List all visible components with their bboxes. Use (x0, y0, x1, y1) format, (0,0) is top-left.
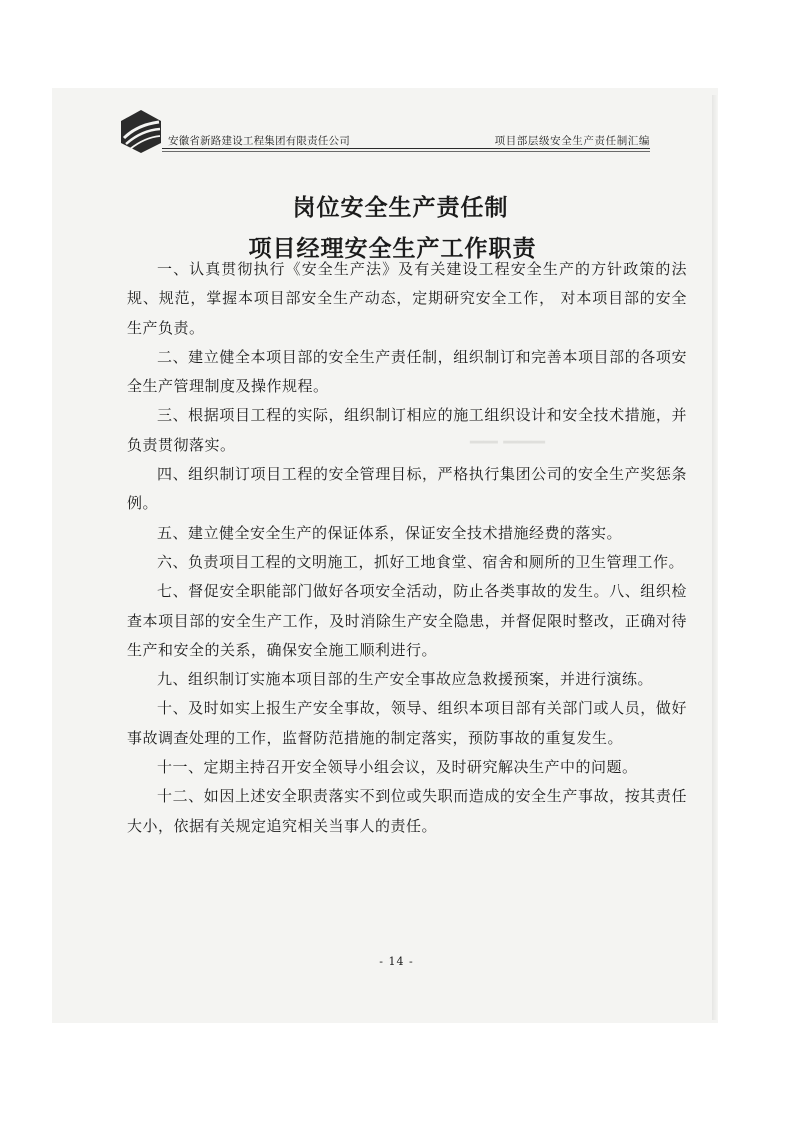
document-header (118, 108, 650, 154)
duty-paragraph: 十二、如因上述安全职责落实不到位或失职而造成的安全生产事故，按其责任大小，依据有关规定追究相关当事人的责任。 (127, 787, 687, 835)
duty-paragraph: 一、认真贯彻执行《安全生产法》及有关建设工程安全生产的方针政策的法规、规范，掌握本项目部安全生产动态，定期研究安全工作， 对本项目部的安全生产负责。 (127, 260, 687, 337)
reverse-side-bleed: ▁▁ ▁▁▁ (470, 423, 545, 444)
document-series-title: 项目部层级安全生产责任制汇编 (494, 135, 650, 147)
duty-paragraph: 十、及时如实上报生产安全事故，领导、组织本项目部有关部门或人员，做好事故调查处理的工作，监督防范措施的制定落实，预防事故的重复发生。 (127, 699, 687, 747)
duty-paragraph: 五、建立健全安全生产的保证体系，保证安全技术措施经费的落实。 (157, 523, 623, 542)
document-title: 岗位安全生产责任制 (292, 194, 509, 222)
header-divider (162, 148, 650, 149)
section-title: 项目经理安全生产工作职责 (248, 235, 537, 263)
duty-paragraph: 三、根据项目工程的实际，组织制订相应的施工组织设计和安全技术措施，并负责贯彻落实。 (127, 406, 687, 454)
duty-paragraph: 七、督促安全职能部门做好各项安全活动，防止各类事故的发生。八、组织检查本项目部的安全生产工作，及时消除生产安全隐患，并督促限时整改，正确对待生产和安全的关系，确保安全施工顺利进行。 (127, 582, 687, 659)
duty-paragraph: 六、负责项目工程的文明施工，抓好工地食堂、宿舍和厕所的卫生管理工作。 (157, 552, 685, 571)
duty-paragraph: 四、组织制订项目工程的安全管理目标，严格执行集团公司的安全生产奖惩条例。 (127, 465, 687, 513)
page-number: - 14 - (379, 955, 414, 968)
company-name: 安徽省新路建设工程集团有限责任公司 (168, 135, 350, 147)
duty-paragraph: 九、组织制订实施本项目部的生产安全事故应急救援预案，并进行演练。 (157, 670, 654, 689)
header-divider-thin (162, 151, 650, 152)
duty-paragraph: 二、建立健全本项目部的安全生产责任制，组织制订和完善本项目部的各项安全生产管理制度及操作规程。 (127, 347, 687, 396)
duties-list (127, 255, 687, 841)
duty-paragraph: 十一、定期主持召开安全领导小组会议，及时研究解决生产中的问题。 (157, 758, 638, 777)
company-logo-icon (118, 108, 164, 154)
